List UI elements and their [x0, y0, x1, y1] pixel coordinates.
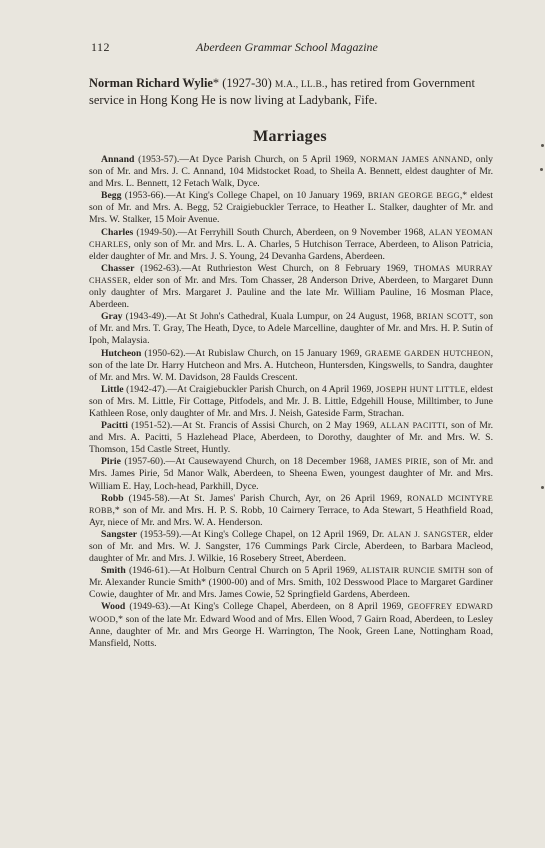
- entry-surname: Robb: [101, 492, 124, 504]
- entry-groom: ALISTAIR RUNCIE SMITH: [360, 566, 466, 576]
- marriage-entries: [89, 154, 493, 650]
- entry-groom: ALAN J. SANGSTER: [387, 529, 469, 539]
- lead-degrees: M.A., LL.B.: [274, 80, 325, 91]
- entry-text: ,* son of the late Mr. Edward Wood and of Mrs. Ellen Wood, 7 Gairn Road, Aberdeen, to Lesley Anne, daughter of Mr. and Mrs George H. Warrington, The Nook, Green Lane, Nottingham Road, Mansfield, Notts.: [89, 613, 493, 649]
- entry-surname: Little: [101, 383, 124, 395]
- entry-text: (1942-47).—At Craigiebuckler Parish Church, on 4 April 1969,: [123, 383, 377, 395]
- marriage-entry: [89, 529, 493, 565]
- entry-groom: JAMES PIRIE: [374, 457, 428, 467]
- entry-groom: ALLAN PACITTI: [380, 421, 446, 431]
- entry-text: (1962-63).—At Ruthrieston West Church, on 8 February 1969,: [134, 262, 414, 274]
- entry-text: (1949-63).—At King's College Chapel, Aberdeen, on 8 April 1969,: [125, 601, 408, 613]
- entry-text: (1953-59).—At King's College Chapel, on 12 April 1969, Dr.: [137, 528, 388, 540]
- entry-text: ,* son of Mr. and Mrs. H. P. S. Robb, 10 Cairnery Terrace, to Ada Stewart, 5 Heathfield Road, Ayr, niece of Mr. and Mrs. W. A. Henderson.: [89, 504, 493, 528]
- entry-text: , eldest son of Mrs. M. Little, Fir Cottage, Pitfodels, and Mr. J. B. Little, Edgehill House, Milltimber, to June Kathleen Rose, only daughter of Mr. and Mrs. J. Neish, Gateside Farm, Strachan.: [89, 383, 493, 419]
- entry-groom: ALAN YEOMAN CHARLES: [89, 227, 493, 249]
- lead-paragraph: [89, 76, 493, 106]
- entry-surname: Pirie: [101, 456, 121, 468]
- marriage-entry: [89, 154, 493, 190]
- marriage-entry: [89, 493, 493, 529]
- marriage-entry: [89, 311, 493, 347]
- entry-text: (1951-52).—At St. Francis of Assisi Church, on 2 May 1969,: [127, 420, 381, 432]
- entry-text: (1946-61).—At Holburn Central Church on 5 April 1969,: [125, 565, 361, 577]
- marriage-entry: [89, 190, 493, 226]
- margin-mark: [541, 144, 544, 147]
- entry-groom: GRAEME GARDEN HUTCHEON: [364, 348, 491, 358]
- entry-groom: THOMAS MURRAY CHASSER: [89, 263, 493, 285]
- marriage-entry: [89, 227, 493, 263]
- entry-surname: Smith: [101, 565, 126, 577]
- entry-surname: Chasser: [101, 262, 135, 274]
- entry-surname: Charles: [101, 226, 134, 238]
- marriage-entry: [89, 601, 493, 649]
- entry-surname: Sangster: [101, 528, 138, 540]
- entry-groom: JOSEPH HUNT LITTLE: [376, 384, 466, 394]
- entry-text: (1950-62).—At Rubislaw Church, on 15 January 1969,: [141, 347, 365, 359]
- marriage-entry: [89, 263, 493, 311]
- marriage-entry: [89, 384, 493, 420]
- entry-surname: Pacitti: [101, 420, 128, 432]
- entry-text: , elder son of Mr. and Mrs. W. J. Sangster, 176 Cummings Park Circle, Aberdeen, to Barbara Macleod, daughter of Mr. and Mrs. J. Wilkie, 16 Rosebery Street, Aberdeen.: [89, 528, 493, 565]
- page-header: [91, 40, 493, 56]
- entry-text: (1957-60).—At Causewayend Church, on 18 December 1968,: [120, 456, 375, 468]
- entry-surname: Begg: [101, 190, 122, 202]
- page-number: 112: [91, 40, 111, 54]
- entry-text: son of Mr. Alexander Runcie Smith* (1900-00) and of Mrs. Smith, 102 Desswood Place to Margaret Gardiner Cowie, daughter of Mr. and Mrs. James Cowie, 52 Springfield Gardens, Aberdeen.: [89, 565, 493, 601]
- entry-groom: BRIAN SCOTT: [416, 312, 475, 322]
- entry-surname: Wood: [101, 601, 126, 613]
- entry-groom: RONALD MCINTYRE ROBB: [89, 493, 493, 515]
- margin-mark: [540, 168, 543, 171]
- entry-text: (1953-66).—At King's College Chapel, on 10 January 1969,: [121, 190, 368, 202]
- lead-text: , has retired from Government service in Hong Kong He is now living at Ladybank, Fife.: [89, 76, 475, 107]
- entry-surname: Annand: [101, 154, 135, 165]
- marriage-entry: [89, 420, 493, 456]
- entry-surname: Hutcheon: [101, 347, 142, 359]
- entry-text: (1953-57).—At Dyce Parish Church, on 5 April 1969,: [134, 154, 360, 165]
- entry-text: (1945-58).—At St. James' Parish Church, Ayr, on 26 April 1969,: [123, 492, 407, 504]
- entry-text: , only son of Mr. and Mrs. L. A. Charles, 5 Hutchison Terrace, Aberdeen, to Alison Patricia, elder daughter of Mr. and Mrs. J. S. Young, 24 Devanha Gardens, Aberdeen.: [89, 238, 493, 262]
- entry-groom: BRIAN GEORGE BEGG: [367, 191, 460, 201]
- entry-surname: Gray: [101, 311, 123, 323]
- entry-text: , son of Mr. and Mrs. A. Pacitti, 5 Hazlehead Place, Aberdeen, to Dorothy, daughter of Mr. and Mrs. W. S. Thomson, 15d Castle Street, Huntly.: [89, 420, 493, 456]
- lead-star: *: [212, 76, 220, 91]
- marriage-entry: [89, 456, 493, 492]
- entry-text: (1943-49).—At St John's Cathedral, Kuala Lumpur, on 24 August, 1968,: [122, 311, 417, 323]
- margin-mark: [541, 486, 544, 489]
- entry-text: , son of Mr. and Mrs. James Pirie, 5d Manor Walk, Aberdeen, to Sheena Ewen, youngest daughter of Mr. and Mrs. William E. Hay, Loch-head, Parkhill, Dyce.: [89, 456, 493, 492]
- section-heading: Marriages: [253, 128, 327, 145]
- entry-text: , elder son of Mr. and Mrs. Tom Chasser, 28 Anderson Drive, Aberdeen, to Margaret Dunn only daughter of Mrs. Margaret J. Pauline and the late Mr. William Pauline, 16 Mosman Place, Aberdeen.: [89, 274, 493, 311]
- marriage-entry: [89, 565, 493, 601]
- entry-text: , only son of Mr. and Mrs. J. C. Annand, 104 Midstocket Road, to Sheila A. Bennett, eldest daughter of Mr. and Mrs. L. Bennett, 12 Fetach Walk, Dyce.: [89, 154, 493, 190]
- entry-text: , son of the late Dr. Harry Hutcheon and Mrs. A. Hutcheon, Huntersden, Kingswells, to Sandra, daughter of Mr. and Mrs. W. M. Davidson, 28 Faulds Crescent.: [89, 347, 494, 383]
- entry-text: (1949-50).—At Ferryhill South Church, Aberdeen, on 9 November 1968,: [133, 226, 429, 238]
- entry-groom: NORMAN JAMES ANNAND: [359, 155, 470, 164]
- entry-text: ,* eldest son of Mr. and Mrs. A. Begg, 52 Craigiebuckler Terrace, to Heather L. Stalker, daughter of Mr. and Mrs. W. Stalker, 15 Moir Avenue.: [89, 190, 493, 226]
- running-title: Aberdeen Grammar School Magazine: [196, 40, 378, 54]
- lead-name: Norman Richard Wylie: [89, 76, 213, 91]
- entry-text: , son of Mr. and Mrs. T. Gray, The Heath, Dyce, to Adele Marcelline, daughter of Mr. and Mrs. H. P. Sutin of Ipoh, Malaysia.: [89, 311, 493, 347]
- marriage-entry: [89, 348, 493, 384]
- lead-years: (1927-30): [219, 76, 275, 91]
- entry-groom: GEOFFREY EDWARD WOOD: [89, 602, 493, 624]
